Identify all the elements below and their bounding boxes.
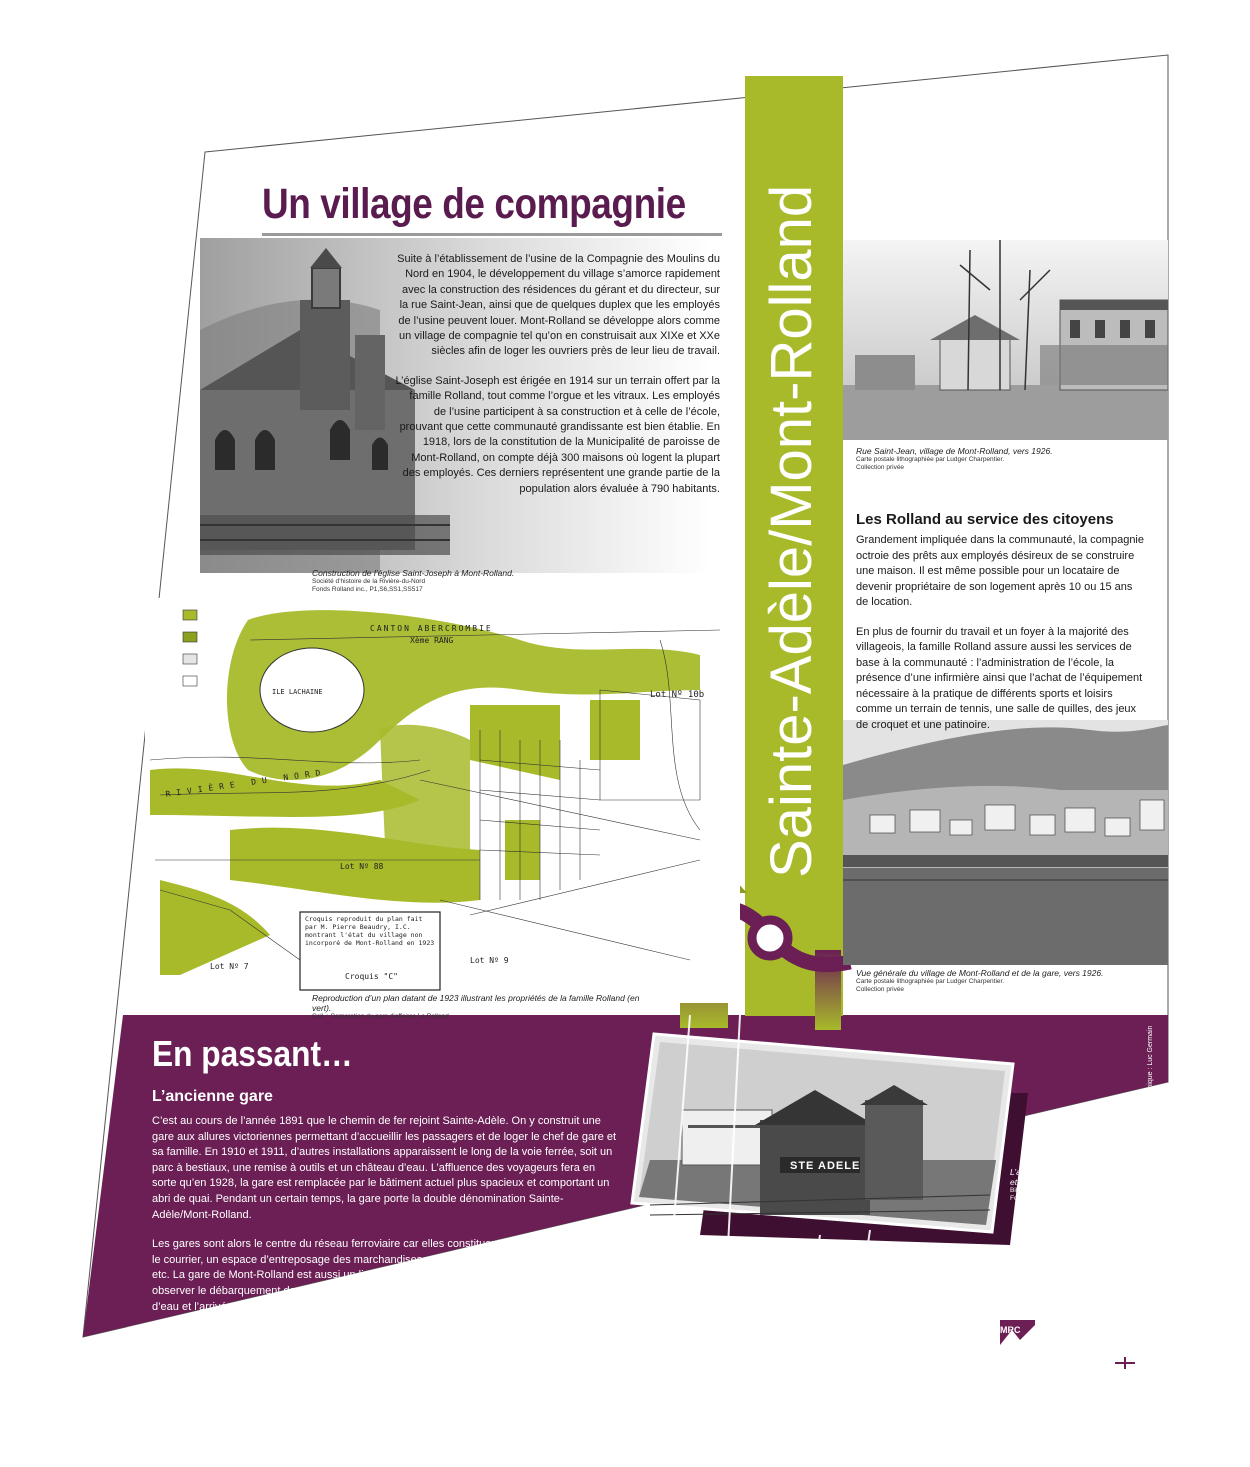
rolland-paragraph-1: Grandement impliquée dans la communauté, la compagnie octroie des prêts aux employés désireux de se construire une maison. Il est même possible pour un locataire de devenir propriétaire de son logement après 10 ou 15 ans de location.	[856, 534, 1144, 608]
quebec-logo-text: Québec	[1068, 1355, 1114, 1370]
ancienne-gare-text	[152, 1114, 622, 1329]
rolland-paragraph-2: En plus de fournir du travail et un foyer à la majorité des villageois, la famille Rolland assure aussi les services de base à la communauté : l’administration de l’école, la présence d’une infirmière ainsi que l’achat de l’équipement nécessaire à la pratique de différents sports et loisirs comme un terrain de tennis, une salle de quilles, des jeux de croquet et une patinoire.	[856, 625, 1143, 731]
ministry-logo-text: Culture, Communications et Condition féminine	[1055, 1327, 1111, 1347]
mrc-logo-sub: PAYS-D'EN-HAUT	[1000, 1347, 1042, 1353]
church-photo-caption: Construction de l’église Saint-Joseph à Mont-Rolland. Société d’histoire de la Rivière-du-Nord Fonds Rolland inc., P1,S6,SS1,SS517	[312, 568, 515, 593]
street-photo-caption: Rue Saint-Jean, village de Mont-Rolland, vers 1926. Carte postale lithographiée par Ludger Charpentier. Collection privée	[856, 446, 1053, 471]
map-label-riviere: RIVIÈRE DU NORD	[165, 767, 327, 799]
en-passant-heading: En passant…	[152, 1033, 353, 1074]
rolland-heading: Les Rolland au service des citoyens	[856, 511, 1114, 528]
gare-sign: STE ADELE	[790, 1160, 861, 1172]
intro-text	[395, 252, 720, 511]
intro-paragraph-2: L’église Saint-Joseph est érigée en 1914 sur un terrain offert par la famille Rolland, tout comme l’orgue et les vitraux. Les employés de l’usine participent à sa construction et à celle de l’école, prouvant que cette communauté grandissante est bien établie. En 1918, lors de la constitution de la Municipalité de paroisse de Mont-Rolland, on compte déjà 300 maisons où logent la plupart des employés. Ces derniers représentent une grande partie de la population alors évaluée à 790 habitants.	[395, 374, 720, 495]
rolland-text	[856, 533, 1146, 747]
interpretive-panel: Un village de compagnie Suite à l’établissement de l’usine de la Compagnie des Moulins du Nord en 1904, le développement du village s’amorce rapidement avec la construction des résidences du gérant et du directeur, sur la rue Saint-Jean, ainsi que de quelques duplex que les employés de l’usine peuvent louer. Mont-Rolland se développe alors comme un village de compagnie tel qu’on en construisait aux XIXe et XXe siècles afin de loger les ouvriers près de leur lieu de travail. L’église Saint-Joseph est érigée en 1914 sur un terrain offert par la famille Rolland, tout comme l’orgue et les vitraux. Les employés de l’usine participent à sa construction et à celle de l’école, prouvant que cette communauté grandissante est bien établie. En 1918, lors de la constitution de la Municipalité de paroisse de Mont-Rolland, on compte déjà 300 maisons où logent la plupart des employés. Ces derniers représentent une grande partie de la population alors évaluée à 790 habitants. Construction de l’église Saint-Joseph à Mont-Rolland. Société d’histoire de la Rivière-du-Nord Fonds Rolland inc., P1,S6,SS1,SS517 CANTON ABERCROMBIE Xème RANG ILE LACHAINE Lot Nº 10b Lot Nº 88 Lot Nº 9 Lot Nº 7 RIVIÈRE DU NORD Croquis reproduit du plan fait par M. Pierre Beaudry, I.C. montrant l'état du village non incorporé de Mont-Rolland en 1923 Croquis "C" Reproduction d’un plan datant de 1923 illustrant les propriétés de la famille Rolland (en vert). Coll. : Corporation du parc d’affaires La Rolland GARE DE Sainte-Adèle/Mont-Rolland Rue Saint-Jean, village de Mont-Rolland, vers 1926. Carte postale lithographiée par Ludger Charpentier. Collection privée Les Rolland au service des citoyens Grandement impliquée dans la communauté, la compagnie octroie des prêts aux employés désireux de se construire une maison. Il est même possible pour un locataire de devenir propriétaire de son logement après 10 ou 15 ans de location. En plus de fournir du travail et un foyer à la majorité des villageois, la famille Rolland assure aussi les services de base à la communauté : l’administration de l’école, la présence d’une infirmière ainsi que l’achat de l’équipement nécessaire à la pratique de différents sports et loisirs comme un terrain de tennis, une salle de quilles, des jeux de croquet et une patinoire. Vue générale du village de Mont-Rolland et de la gare, vers 1926. Carte postale lithographiée par Ludger Charpentier. Collection privée En passant… L’ancienne gare C’est au cours de l’année 1891 que le chemin de fer rejoint Sainte-Adèle. On y construit une gare aux allures victoriennes permettant d’accueillir les passagers et de loger le chef de gare et sa famille. En 1910 et 1911, d’autres installations apparaissent le long de la voie ferrée, soit un parc à bestiaux, une remise à outils et un château d’eau. L’affluence des voyageurs fera en sorte qu’en 1928, la gare est remplacée par le bâtiment actuel plus spacieux et comportant un abri de quai. Pendant un certain temps, la gare porte la double dénomination Sainte-Adèle/Mont-Rolland. Les gares sont alors le centre du réseau ferroviaire car elles constituent un point de chute pour le courrier, un espace d’entreposage des marchandises, un lieu de contrôle du trafic ferroviaire, etc. La gare de Mont-Rolland est aussi un lieu de rencontres pour les villageois qui viennent y observer le débarquement des bagages, l’opération de remplissage de la locomotive au château d’eau et l’arrivée des skieurs en provenance de la ville. STE ADELE L’ancienne gare de Sainte-Adèle et son château d’eau, vers 1920. Bibliothèque et Archives nationales du Québec Fonds Famille Papineau P7, S13, D10, P1 Conception graphique : Luc Germain ENTENTE DE DÉVELOPPEMENT CULTUREL MRC PAYS-D'EN-HAUT Culture, Communications et Condition féminine Québec	[0, 0, 1250, 1467]
intro-paragraph-1: Suite à l’établissement de l’usine de la Compagnie des Moulins du Nord en 1904, le développement du village s’amorce rapidement avec la construction des résidences du gérant et du directeur, sur la rue Saint-Jean, ainsi que de quelques duplex que les employés de l’usine peuvent louer. Mont-Rolland se développe alors comme un village de compagnie tel qu’on en construisait aux XIXe et XXe siècles afin de loger les ouvriers près de leur lieu de travail.	[397, 253, 720, 358]
village-photo-caption: Vue générale du village de Mont-Rolland et de la gare, vers 1926. Carte postale lithographiée par Ludger Charpentier. Collection privée	[856, 968, 1104, 993]
map-label-lot88: Lot Nº 88	[340, 862, 384, 871]
ancienne-gare-heading: L’ancienne gare	[152, 1088, 273, 1105]
map-croquis-title: Croquis "C"	[345, 972, 398, 981]
map-label-rang: Xème RANG	[410, 636, 454, 645]
map-croquis-note: Croquis reproduit du plan fait par M. Pierre Beaudry, I.C. montrant l'état du village non incorporé de Mont-Rolland en 1923	[305, 915, 435, 947]
map-label-lot10: Lot Nº 10b	[650, 690, 705, 700]
title-rule	[262, 233, 722, 236]
ancienne-gare-paragraph-1: C’est au cours de l’année 1891 que le chemin de fer rejoint Sainte-Adèle. On y construit une gare aux allures victoriennes permettant d’accueillir les passagers et de loger le chef de gare et sa famille. En 1910 et 1911, d’autres installations apparaissent le long de la voie ferrée, soit un parc à bestiaux, une remise à outils et un château d’eau. L’affluence des voyageurs fera en sorte qu’en 1928, la gare est remplacée par le bâtiment actuel plus spacieux et comportant un abri de quai. Pendant un certain temps, la gare porte la double dénomination Sainte-Adèle/Mont-Rolland.	[152, 1115, 617, 1221]
ancienne-gare-paragraph-2: Les gares sont alors le centre du réseau ferroviaire car elles constituent un point de chute pour le courrier, un espace d’entreposage des marchandises, un lieu de contrôle du trafic ferroviaire, etc. La gare de Mont-Rolland est aussi un lieu de rencontres pour les villageois qui viennent y observer le débarquement des bagages, l’opération de remplissage de la locomotive au château d’eau et l’arrivée des skieurs en provenance de la ville.	[152, 1238, 622, 1313]
map-caption: Reproduction d’un plan datant de 1923 illustrant les propriétés de la famille Rolland (en vert). Coll. : Corporation du parc d’affaires La Rolland	[312, 993, 640, 1020]
map-label-lot9: Lot Nº 9	[470, 956, 509, 965]
mrc-logo-text: MRC	[1000, 1325, 1021, 1335]
gare-photo-caption: L’ancienne gare de Sainte-Adèle et son château d’eau, vers 1920. Bibliothèque et Archives nationales du Québec Fonds Famille Papineau P7, S13, D10, P1	[1010, 1167, 1145, 1202]
map-label-lot7: Lot Nº 7	[210, 962, 249, 971]
page-title: Un village de compagnie	[262, 180, 686, 228]
map-label-lac: ILE LACHAINE	[272, 688, 323, 696]
map-label-canton: CANTON ABERCROMBIE	[370, 624, 493, 633]
entente-label: ENTENTE DE DÉVELOPPEMENT CULTUREL	[1005, 1305, 1152, 1312]
